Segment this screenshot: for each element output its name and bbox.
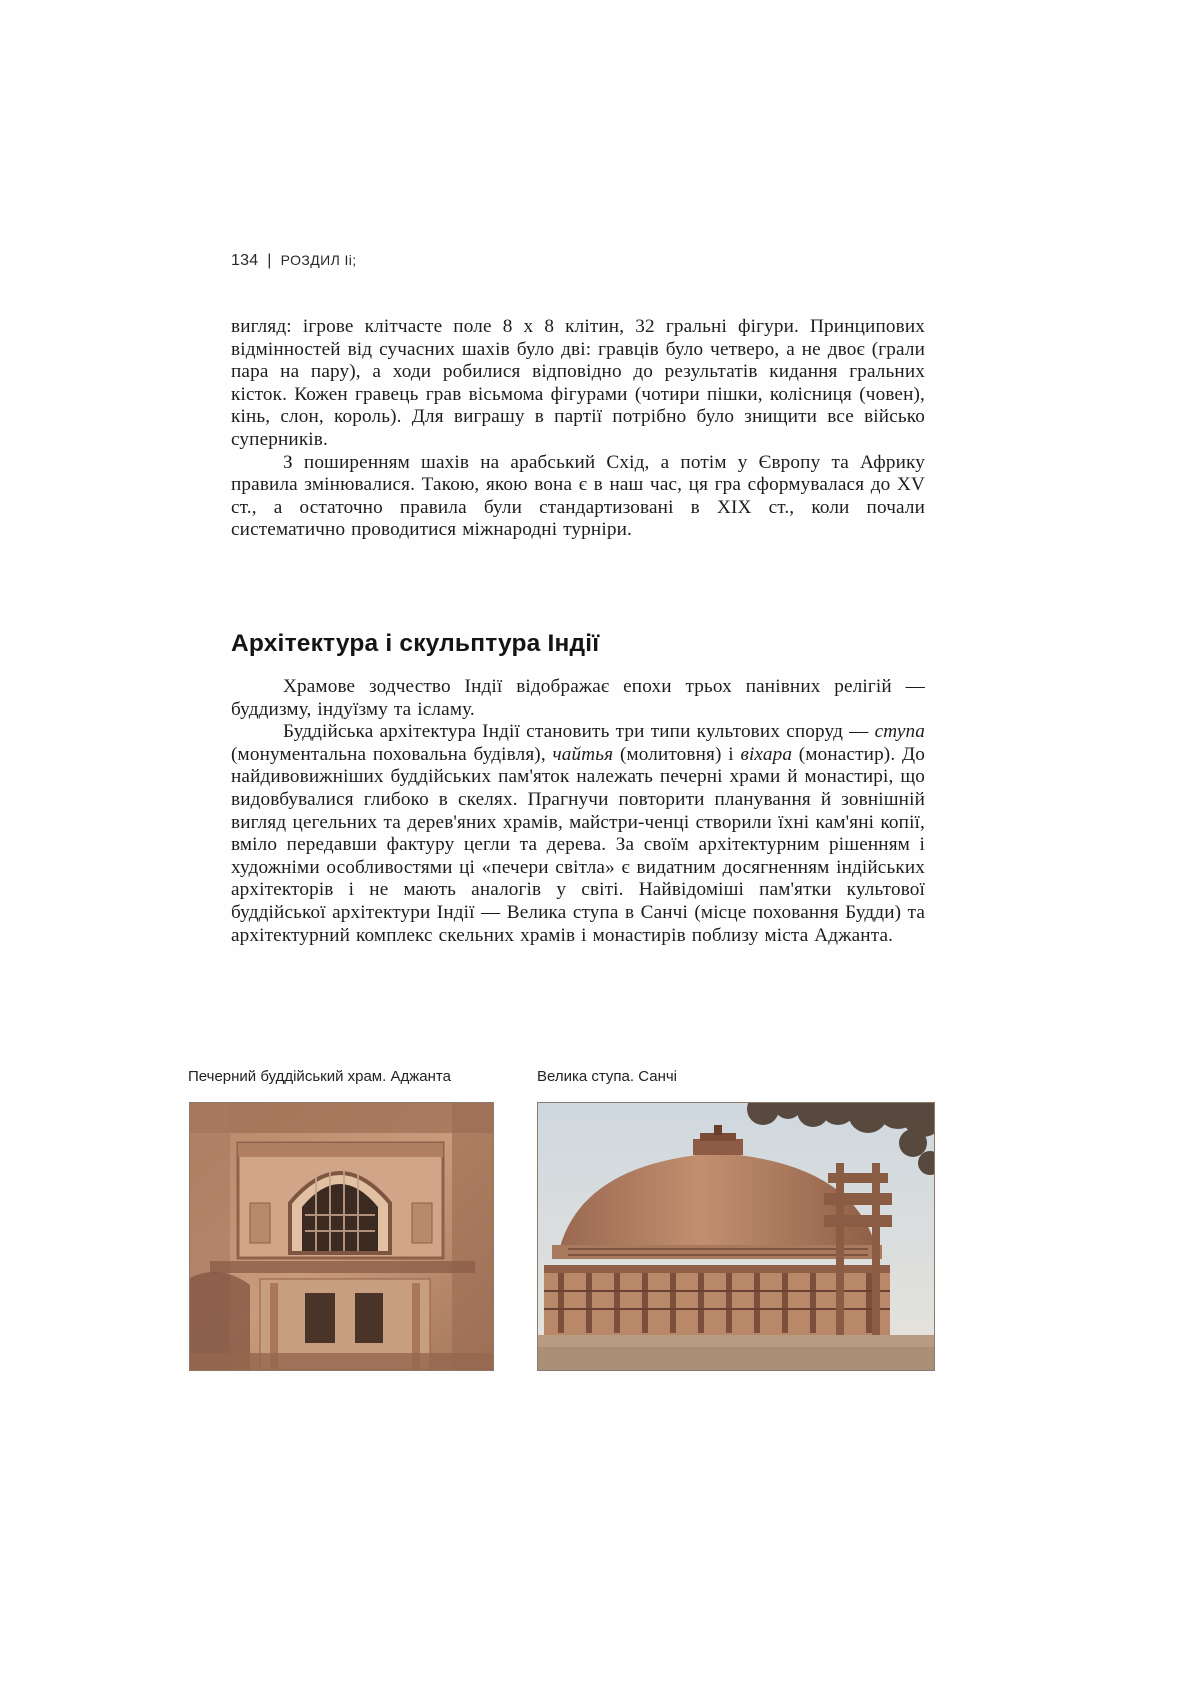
section-label: РОЗДИЛ Ii;: [280, 252, 357, 268]
cave-temple-photo: [189, 1102, 494, 1371]
page-number: 134: [231, 252, 259, 269]
figure-caption-ajanta: Печерний буддійський храм. Аджанта: [188, 1068, 451, 1085]
paragraph-text: Буддійська архітектура Індії становить три типи культових споруд —: [283, 721, 875, 743]
running-head: [231, 252, 357, 270]
architecture-paragraph-1: Храмове зодчество Індії відображає епохи трьох панівних релігій — буддизму, індуїзму та ісламу.: [231, 676, 925, 720]
chess-paragraph-1: вигляд: ігрове клітчасте поле 8 х 8 клітин, 32 гральні фігури. Принципових відмінностей від сучасних шахів було дві: гравців було четверо, а не двоє (грали пара на пару), а ходи робилися відповідно до результатів кидання гральних кісток. Кожен гравець грав вісьмома фігурами (чотири пішки, колісниця (човен), кінь, слон, король). Для виграшу в партії потрібно було знищити все військо суперників.: [231, 316, 925, 450]
paragraph-text: (монастир). До найдивовижніших буддійських пам'яток належать печерні храми й монастирі, що видовбувалися глибоко в скелях. Прагнучи повторити планування й зовнішній вигляд цегельних та дерев'яних храмів, майстри-ченці створили їхні кам'яні копії, вміло передавши фактуру цегли та дерева. За своїм архітектурним рішенням і художніми особливостями ці «печери світла» є видатним досягненням індійських архітекторів і не мають аналогів у світі. Найвідоміші пам'ятки культової буддійської архітектури Індії — Велика ступа в Санчі (місце поховання Будди) та архітектурний комплекс скельних храмів і монастирів поблизу міста Аджанта.: [231, 743, 925, 946]
chess-text-block: [231, 316, 925, 542]
term-stupa: ступа: [874, 721, 925, 743]
figure-caption-sanchi: Велика ступа. Санчі: [537, 1068, 677, 1085]
paragraph-text: (монументальна поховальна будівля),: [231, 743, 553, 765]
great-stupa-photo: [537, 1102, 935, 1371]
section-heading: Архітектура і скульптура Індії: [231, 630, 600, 657]
term-chaitya: чайтья: [552, 743, 614, 765]
header-separator: |: [267, 252, 272, 269]
architecture-text-block: [231, 676, 925, 947]
paragraph-text: (молитовня) і: [613, 743, 741, 765]
architecture-paragraph-2: [231, 721, 925, 947]
chess-paragraph-2: З поширенням шахів на арабський Схід, а потім у Європу та Африку правила змінювалися. Такою, якою вона є в наш час, ця гра сформувалася до XV ст., а остаточно правила були стандартизовані в XIX ст., коли почали систематично проводитися міжнародні турніри.: [231, 451, 925, 541]
term-vihara: віхара: [740, 743, 793, 765]
